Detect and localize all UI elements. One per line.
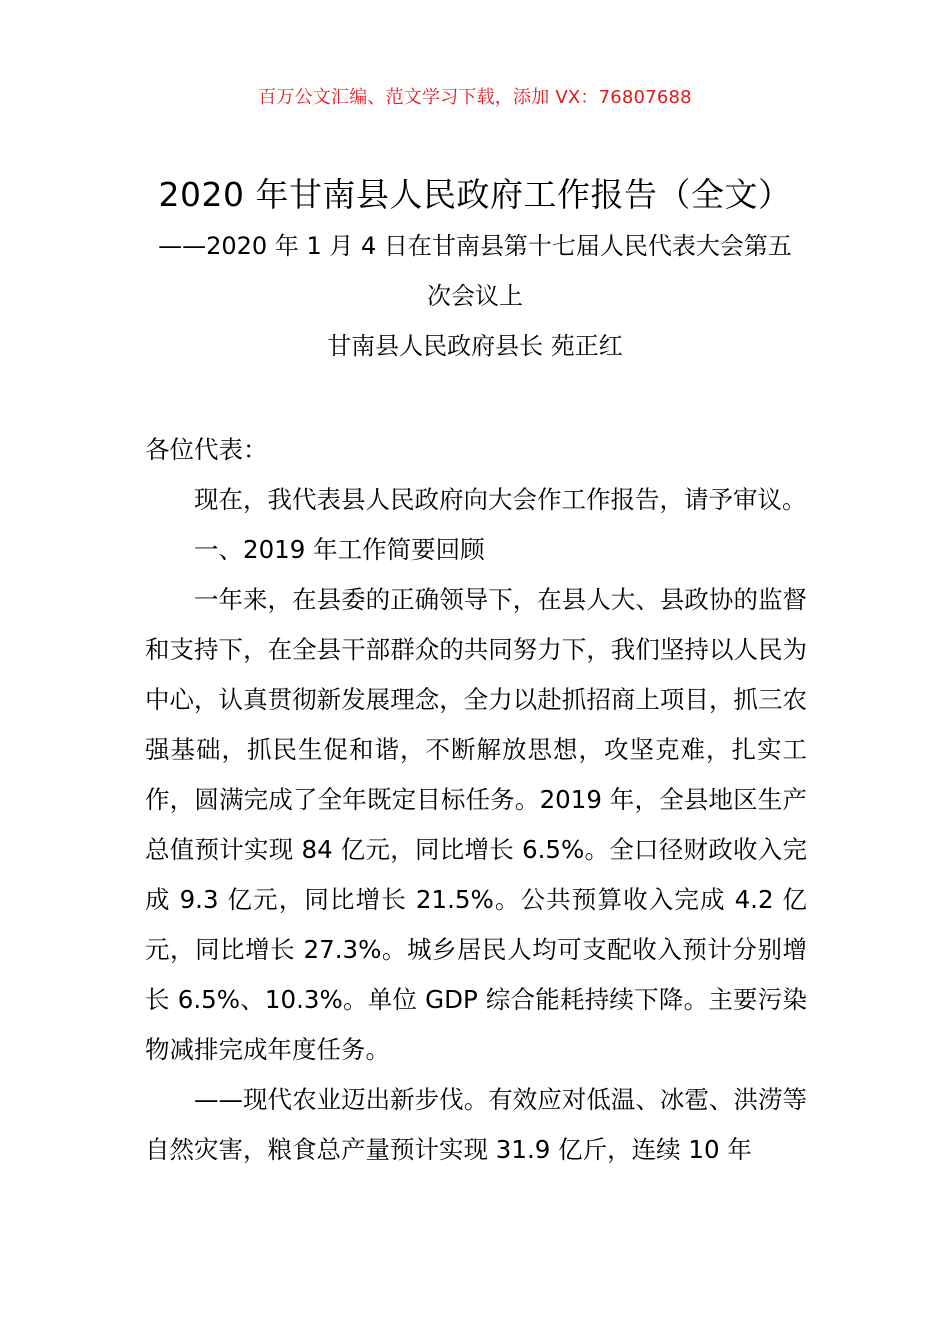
salutation: 各位代表：: [145, 435, 268, 464]
agriculture-paragraph: ——现代农业迈出新步伐。有效应对低温、冰雹、洪涝等自然灾害，粮食总产量预计实现 31.9 亿斤，连续 10 年: [145, 1085, 807, 1164]
document-title: 2020 年甘南县人民政府工作报告（全文）: [158, 175, 792, 214]
review-paragraph: 一年来，在县委的正确领导下，在县人大、县政协的监督和支持下，在全县干部群众的共同努力下，我们坚持以人民为中心，认真贯彻新发展理念，全力以赴抓招商上项目，抓三农强基础，抓民生促和谐，不断解放思想，攻坚克难，扎实工作，圆满完成了全年既定目标任务。2019 年，全县地区生产总值预计实现 84 亿元，同比增长 6.5%。全口径财政收入完成 9.3 亿元，同比增长 21.5%。公共预算收入完成 4.2 亿元，同比增长 27.3%。城乡居民人均可支配收入预计分别增长 6.5%、10.3%。单位 GDP 综合能耗持续下降。主要污染物减排完成年度任务。: [145, 585, 807, 1064]
subtitle-line-1: ——2020 年 1 月 4 日在甘南县第十七届人民代表大会第五: [158, 232, 792, 260]
document-body: [145, 425, 807, 1175]
subtitle-line-2: 次会议上: [427, 282, 523, 310]
download-banner: 百万公文汇编、范文学习下载，添加 VX：76807688: [258, 87, 692, 108]
opening-paragraph: 现在，我代表县人民政府向大会作工作报告，请予审议。: [194, 485, 807, 514]
section-heading: 一、2019 年工作简要回顾: [194, 535, 485, 564]
author-line: 甘南县人民政府县长 苑正红: [327, 332, 623, 360]
